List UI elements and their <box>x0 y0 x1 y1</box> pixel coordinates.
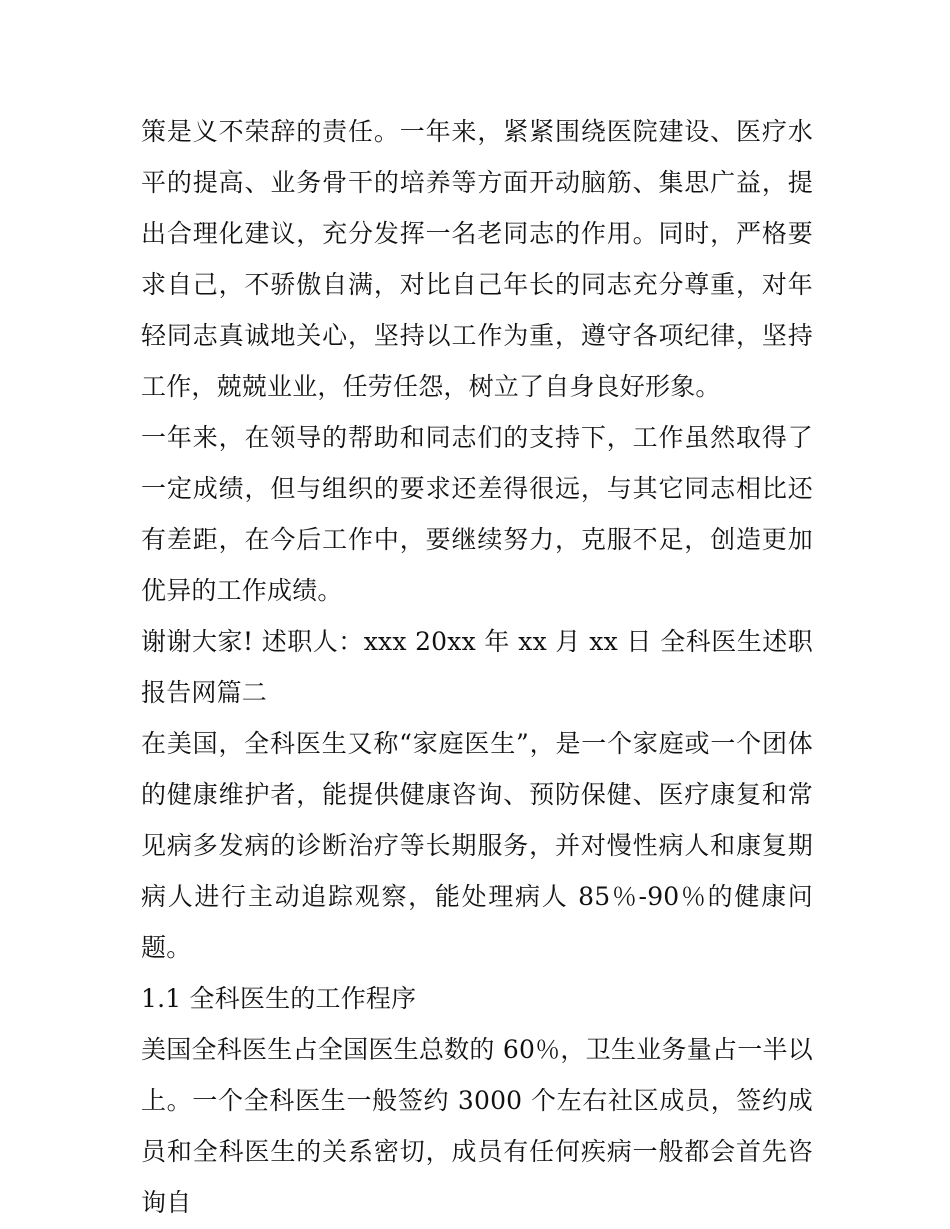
section-heading-work-procedure: 1.1 全科医生的工作程序 <box>141 984 417 1013</box>
paragraph-responsibility: 策是义不荣辞的责任。一年来，紧紧围绕医院建设、医疗水平的提高、业务骨干的培养等方面开动脑筋、集思广益，提出合理化建议，充分发挥一名老同志的作用。同时，严格要求自己，不骄傲自满，对比自己年长的同志充分尊重，对年轻同志真诚地关心，坚持以工作为重，遵守各项纪律，坚持工作，兢兢业业，任劳任怨，树立了自身良好形象。 <box>141 117 813 401</box>
paragraph-achievements: 一年来，在领导的帮助和同志们的支持下，工作虽然取得了一定成绩，但与组织的要求还差得很远，与其它同志相比还有差距，在今后工作中，要继续努力，克服不足，创造更加优异的工作成绩。 <box>141 423 813 605</box>
paragraph-closing-and-heading: 谢谢大家! 述职人：xxx 20xx 年 xx 月 xx 日 全科医生述职报告网篇二 <box>141 627 813 707</box>
paragraph-gp-statistics: 美国全科医生占全国医生总数的 60％，卫生业务量占一半以上。一个全科医生一般签约 3000 个左右社区成员，签约成员和全科医生的关系密切，成员有任何疾病一般都会首先咨询自 <box>141 1035 813 1217</box>
document-body <box>141 106 813 1228</box>
paragraph-us-general-practitioner: 在美国，全科医生又称“家庭医生”，是一个家庭或一个团体的健康维护者，能提供健康咨询、预防保健、医疗康复和常见病多发病的诊断治疗等长期服务，并对慢性病人和康复期病人进行主动追踪观察，能处理病人 85％-90％的健康问题。 <box>141 729 813 962</box>
